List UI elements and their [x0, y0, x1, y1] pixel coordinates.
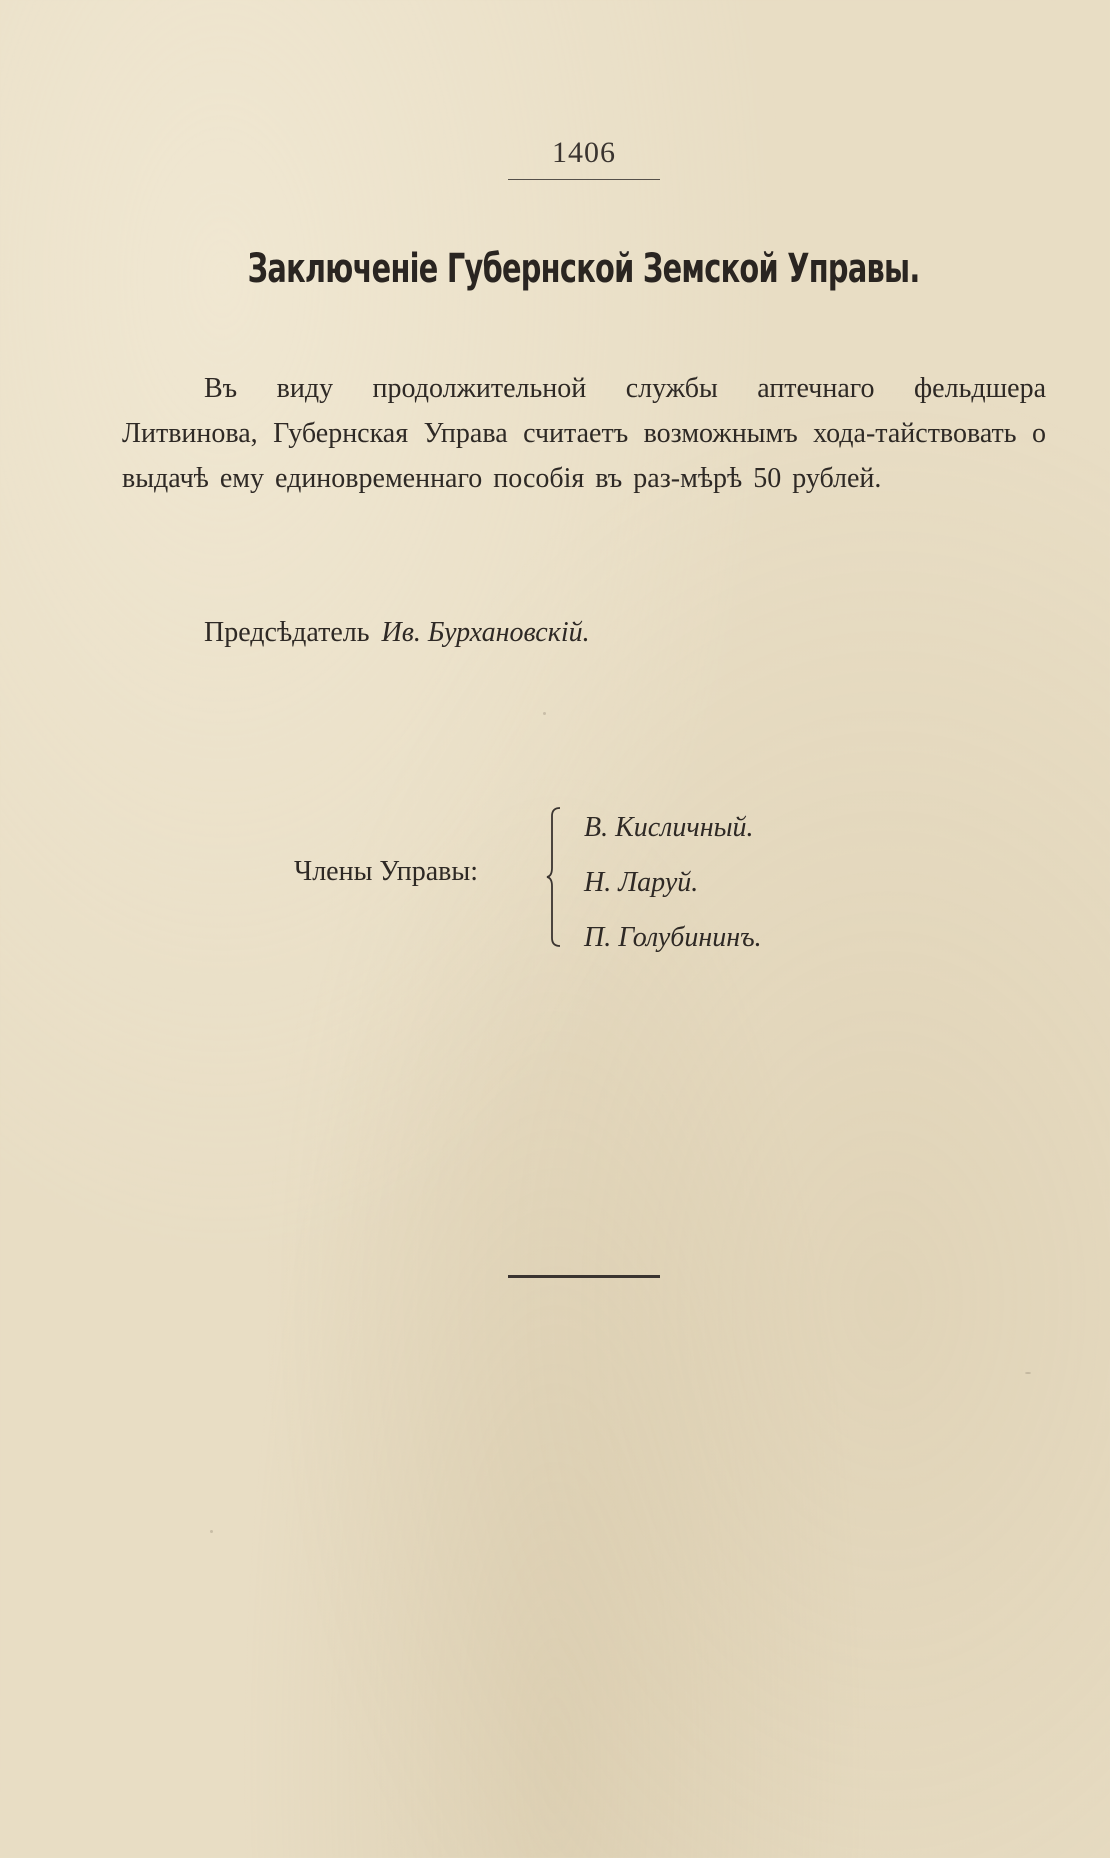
member-name-2: Н. Ларуй. [584, 867, 699, 898]
chairman-name: Ив. Бурхановскій. [381, 617, 590, 648]
paper-speck [210, 1530, 213, 1533]
page-number-rule [508, 179, 660, 180]
page-number: 1406 [552, 136, 616, 169]
members-list [584, 800, 762, 965]
document-title [0, 246, 1110, 292]
chairman-label: Предсѣдатель [204, 617, 370, 648]
paper-speck [543, 712, 546, 715]
member-name-1: В. Кисличный. [584, 812, 754, 843]
members-brace [546, 806, 566, 948]
body-paragraph: Въ виду продолжительной службы аптечнаго фельдшера Литвинова, Губернская Управа считаетъ возможнымъ хода-тайствовать о выдачѣ ему единовременнаго пособія въ раз-мѣрѣ 50 рублей. [122, 373, 1046, 494]
end-rule [508, 1275, 660, 1278]
chairman-signature-line [204, 617, 590, 649]
member-name-3: П. Голубининъ. [584, 922, 762, 953]
paper-speck [880, 260, 882, 262]
document-title-text: Заключеніе Губернской Земской Управы. [248, 246, 920, 292]
members-label: Члены Управы: [294, 856, 478, 887]
paper-speck [1025, 1372, 1031, 1374]
